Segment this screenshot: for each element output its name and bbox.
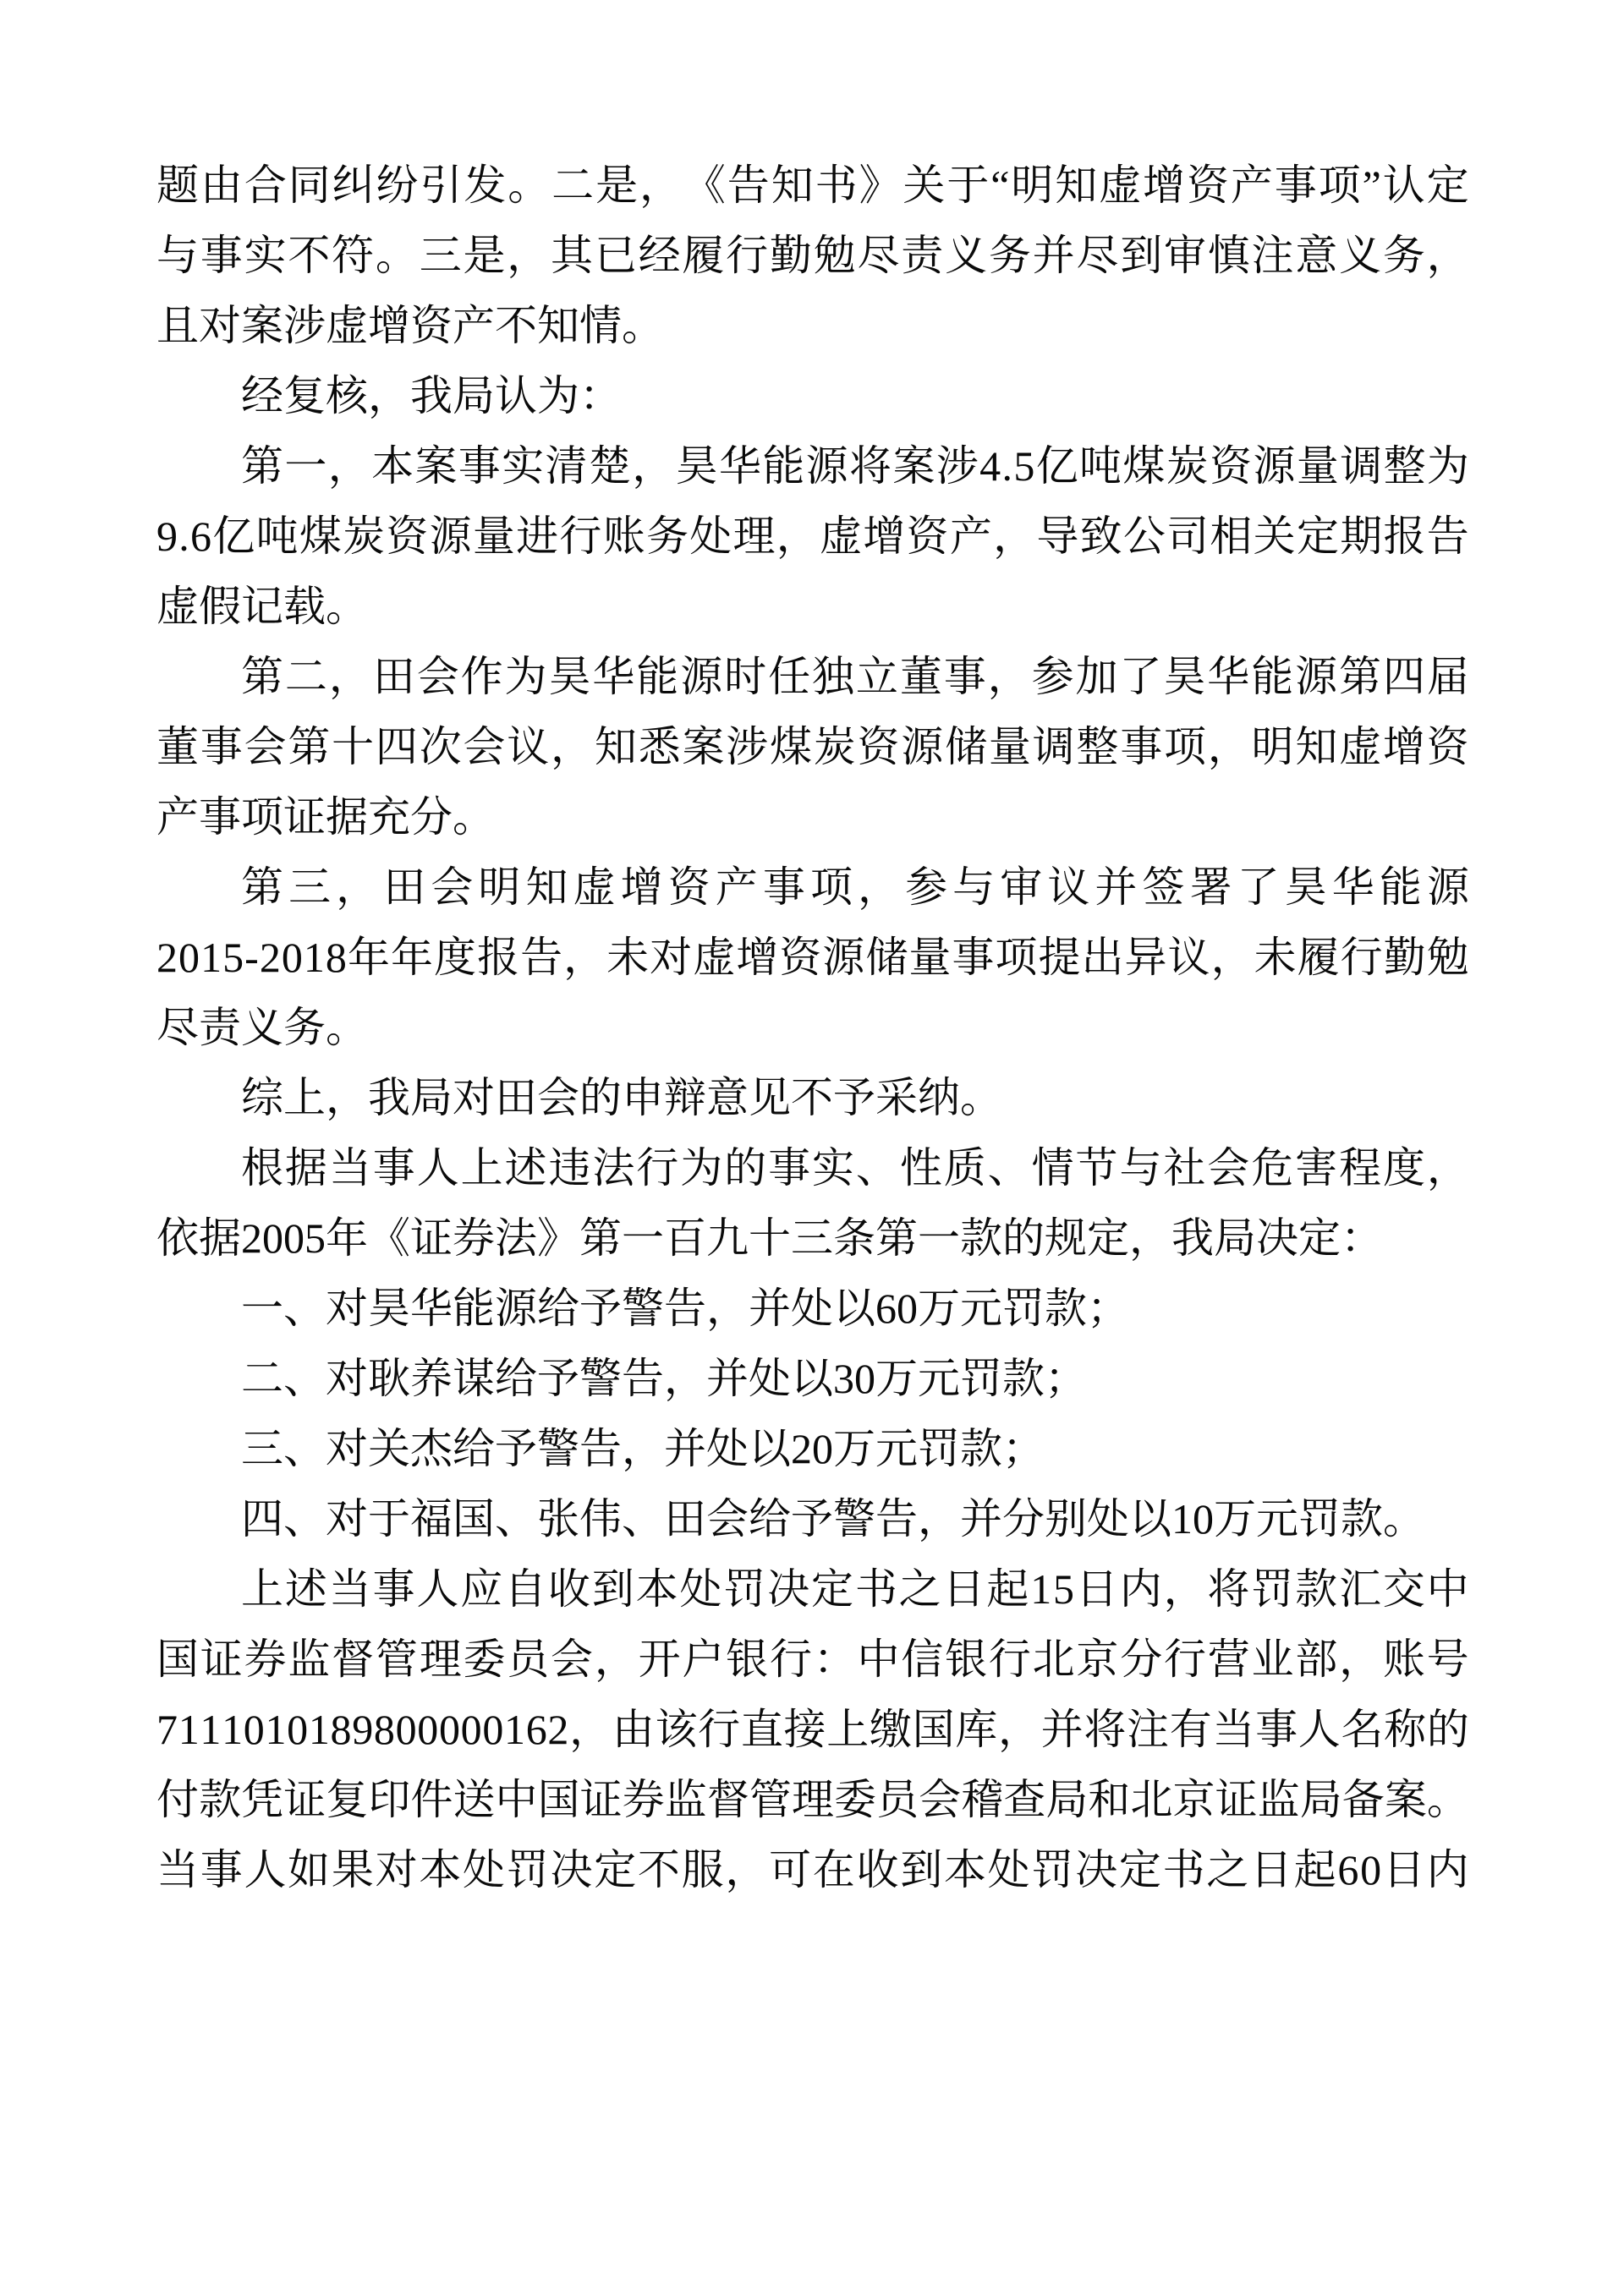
text-line: 与 事 实 不 符 。 三 是 ， 其 已 经 履 行 勤 勉 尽 责 义 务 并 尽 到 审 慎 注 意 义 务 ，	[156, 232, 1469, 279]
text-line: 三、对关杰给予警告，并处以20万元罚款；	[241, 1425, 1045, 1472]
text-line: 董 事 会 第 十 四 次 会 议 ， 知 悉 案 涉 煤 炭 资 源 储 量 调 整 事 项 ， 明 知 虚 增 资	[156, 723, 1469, 770]
paragraph	[156, 151, 1469, 361]
paragraph	[156, 1344, 1469, 1414]
text-line: 付 款 凭 证 复 印 件 送 中 国 证 券 监 督 管 理 委 员 会 稽 查 局 和 北 京 证 监 局 备 案 。	[156, 1776, 1469, 1823]
paragraph	[156, 852, 1469, 1063]
text-line: 尽责义务。	[156, 1004, 368, 1051]
text-line: 一、对昊华能源给予警告，并处以60万元罚款；	[241, 1285, 1129, 1332]
text-line: 四、对于福国、张伟、田会给予警告，并分别处以10万元罚款。	[241, 1495, 1425, 1543]
text-line: 第 一 ， 本 案 事 实 清 楚 ， 昊 华 能 源 将 案 涉 4 . 5 亿 吨 煤 炭 资 源 量 调 整 为	[241, 442, 1469, 490]
text-line: 第 三 ， 田 会 明 知 虚 增 资 产 事 项 ， 参 与 审 议 并 签 署 了 昊 华 能 源	[241, 863, 1469, 911]
text-line: 虚假记载。	[156, 583, 368, 630]
text-line: 题 由 合 同 纠 纷 引 发 。 二 是 ， 《 告 知 书 》 关 于 “ 明 知 虚 增 资 产 事 项 ” 认 定	[156, 162, 1469, 209]
text-line: 第 二 ， 田 会 作 为 昊 华 能 源 时 任 独 立 董 事 ， 参 加 了 昊 华 能 源 第 四 届	[241, 653, 1469, 700]
text-line: 二、对耿养谋给予警告，并处以30万元罚款；	[241, 1355, 1087, 1402]
text-line: 依据2005年《证券法》第一百九十三条第一款的规定，我局决定：	[156, 1214, 1383, 1262]
text-line: 综上，我局对田会的申辩意见不予采纳。	[241, 1074, 1002, 1121]
text-line: 且对案涉虚增资产不知情。	[156, 302, 664, 349]
text-line: 9 . 6 亿 吨 煤 炭 资 源 量 进 行 账 务 处 理 ， 虚 增 资 产 ， 导 致 公 司 相 关 定 期 报 告	[156, 512, 1469, 560]
paragraph	[156, 1063, 1469, 1133]
paragraph	[156, 642, 1469, 852]
text-line: 上 述 当 事 人 应 自 收 到 本 处 罚 决 定 书 之 日 起 1 5 日 内 ， 将 罚 款 汇 交 中	[241, 1565, 1469, 1613]
paragraph	[156, 431, 1469, 642]
paragraph	[156, 361, 1469, 431]
paragraph	[156, 1414, 1469, 1484]
text-line: 根 据 当 事 人 上 述 违 法 行 为 的 事 实 、 性 质 、 情 节 与 社 会 危 害 程 度 ，	[241, 1144, 1469, 1192]
paragraph	[156, 1133, 1469, 1274]
paragraph	[156, 1484, 1469, 1554]
text-line: 产事项证据充分。	[156, 793, 495, 841]
document-text-column	[156, 151, 1469, 1905]
paragraph	[156, 1274, 1469, 1344]
text-line: 当 事 人 如 果 对 本 处 罚 决 定 不 服 ， 可 在 收 到 本 处 罚 决 定 书 之 日 起 6 0 日 内	[156, 1846, 1469, 1893]
text-line: 7 1 1 1 0 1 0 1 8 9 8 0 0 0 0 0 1 6 2 ， 由 该 行 直 接 上 缴 国 库 ， 并 将 注 有 当 事 人 名 称 的	[156, 1706, 1469, 1753]
text-line: 经复核，我局认为：	[241, 372, 622, 419]
text-line: 国 证 券 监 督 管 理 委 员 会 ， 开 户 银 行 ： 中 信 银 行 北 京 分 行 营 业 部 ， 账 号	[156, 1636, 1469, 1683]
paragraph	[156, 1554, 1469, 1905]
text-line: 2 0 1 5 - 2 0 1 8 年 年 度 报 告 ， 未 对 虚 增 资 源 储 量 事 项 提 出 异 议 ， 未 履 行 勤 勉	[156, 934, 1469, 981]
